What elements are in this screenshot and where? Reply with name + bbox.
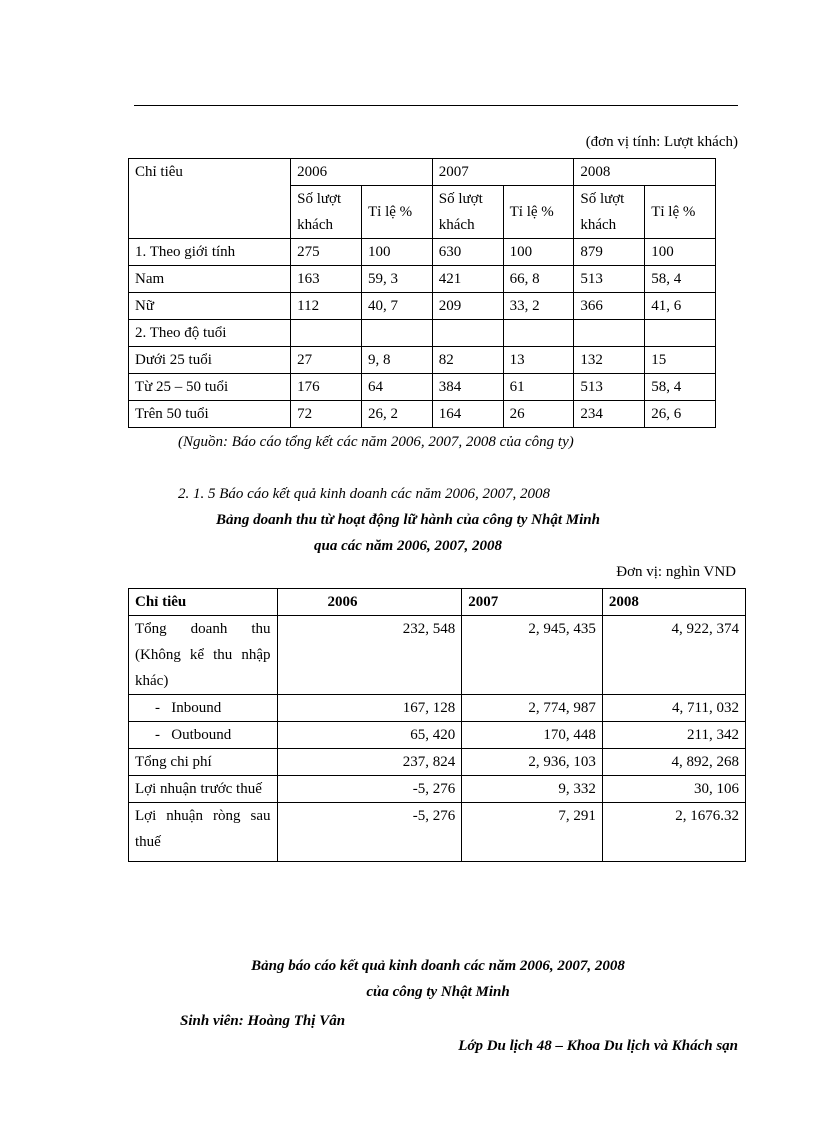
cell: 1. Theo giới tính: [129, 239, 291, 266]
cell: 2, 936, 103: [462, 749, 603, 776]
count-header: Số lượt khách: [574, 186, 645, 239]
cell: 100: [645, 239, 716, 266]
cell: 167, 128: [277, 695, 462, 722]
table-row: [129, 616, 746, 695]
cell: 234: [574, 401, 645, 428]
cell: 4, 892, 268: [602, 749, 745, 776]
cell: 66, 8: [503, 266, 574, 293]
cell: 33, 2: [503, 293, 574, 320]
cell: [362, 320, 433, 347]
cell: 2, 945, 435: [462, 616, 603, 695]
footer-subtitle: của công ty Nhật Minh: [366, 984, 510, 1000]
table-row: [129, 695, 746, 722]
cell: 170, 448: [462, 722, 603, 749]
cell: - Outbound: [129, 722, 278, 749]
cell: 59, 3: [362, 266, 433, 293]
cell: [574, 320, 645, 347]
cell: Lợi nhuận ròng sau thuế: [129, 803, 278, 862]
cell: 630: [432, 239, 503, 266]
cell: 4, 922, 374: [602, 616, 745, 695]
cell: 112: [291, 293, 362, 320]
student-name: Sinh viên: Hoàng Thị Vân: [180, 1013, 346, 1029]
cell: 9, 332: [462, 776, 603, 803]
header-cell: 2007: [462, 589, 603, 616]
cell: Từ 25 – 50 tuổi: [129, 374, 291, 401]
table-row: [129, 401, 716, 428]
pct-header: Tỉ lệ %: [362, 186, 433, 239]
table2-unit: Đơn vị: nghìn VND: [616, 564, 736, 580]
year-header: 2006: [291, 159, 433, 186]
cell: 237, 824: [277, 749, 462, 776]
table-row: [129, 347, 716, 374]
cell: 26, 6: [645, 401, 716, 428]
cell: 421: [432, 266, 503, 293]
pct-header: Tỉ lệ %: [503, 186, 574, 239]
cell: [503, 320, 574, 347]
cell: 100: [503, 239, 574, 266]
table-row: [129, 320, 716, 347]
cell: 232, 548: [277, 616, 462, 695]
cell: 64: [362, 374, 433, 401]
visitor-table: [128, 158, 716, 428]
count-header: Số lượt khách: [291, 186, 362, 239]
table1-unit: (đơn vị tính: Lượt khách): [585, 134, 738, 150]
cell: 879: [574, 239, 645, 266]
row-header-cell: Chỉ tiêu: [129, 159, 291, 239]
table1-source: (Nguồn: Báo cáo tổng kết các năm 2006, 2007, 2008 của công ty): [178, 434, 574, 450]
cell: Lợi nhuận trước thuế: [129, 776, 278, 803]
revenue-table: [128, 588, 746, 862]
count-header: Số lượt khách: [432, 186, 503, 239]
cell: Tổng doanh thu (Không kể thu nhập khác): [129, 616, 278, 695]
cell: -5, 276: [277, 776, 462, 803]
cell: 26, 2: [362, 401, 433, 428]
year-header: 2007: [432, 159, 574, 186]
cell: Dưới 25 tuổi: [129, 347, 291, 374]
table-row: [129, 749, 746, 776]
cell: 176: [291, 374, 362, 401]
cell: 209: [432, 293, 503, 320]
cell: 27: [291, 347, 362, 374]
cell: 61: [503, 374, 574, 401]
year-header: 2008: [574, 159, 716, 186]
cell: 211, 342: [602, 722, 745, 749]
footer-title: Bảng báo cáo kết quả kinh doanh các năm 2006, 2007, 2008: [251, 958, 625, 974]
table-row: [129, 239, 716, 266]
cell: 41, 6: [645, 293, 716, 320]
cell: [291, 320, 362, 347]
cell: Nam: [129, 266, 291, 293]
header-cell: 2008: [602, 589, 745, 616]
table-row: [129, 266, 716, 293]
cell: 4, 711, 032: [602, 695, 745, 722]
cell: [432, 320, 503, 347]
cell: 15: [645, 347, 716, 374]
cell: 513: [574, 266, 645, 293]
cell: 275: [291, 239, 362, 266]
cell: 26: [503, 401, 574, 428]
cell: 2. Theo độ tuổi: [129, 320, 291, 347]
cell: 30, 106: [602, 776, 745, 803]
cell: 366: [574, 293, 645, 320]
header-rule: [134, 105, 738, 106]
table-row: [129, 803, 746, 862]
pct-header: Tỉ lệ %: [645, 186, 716, 239]
table-row: [129, 776, 746, 803]
cell: [645, 320, 716, 347]
header-cell: 2006: [277, 589, 462, 616]
cell: 58, 4: [645, 374, 716, 401]
cell: 132: [574, 347, 645, 374]
cell: 2, 1676.32: [602, 803, 745, 862]
cell: 72: [291, 401, 362, 428]
cell: Nữ: [129, 293, 291, 320]
table2-subtitle: qua các năm 2006, 2007, 2008: [314, 538, 502, 554]
table-row: [129, 374, 716, 401]
table-row: [129, 293, 716, 320]
header-cell: Chỉ tiêu: [129, 589, 278, 616]
cell: -5, 276: [277, 803, 462, 862]
cell: 65, 420: [277, 722, 462, 749]
table2-title: Bảng doanh thu từ hoạt động lữ hành của công ty Nhật Minh: [216, 512, 600, 528]
class-info: Lớp Du lịch 48 – Khoa Du lịch và Khách sạn: [458, 1038, 738, 1054]
cell: 513: [574, 374, 645, 401]
cell: 100: [362, 239, 433, 266]
cell: 40, 7: [362, 293, 433, 320]
table-row: [129, 722, 746, 749]
cell: 2, 774, 987: [462, 695, 603, 722]
cell: 13: [503, 347, 574, 374]
cell: Trên 50 tuổi: [129, 401, 291, 428]
cell: 82: [432, 347, 503, 374]
cell: Tổng chi phí: [129, 749, 278, 776]
cell: 163: [291, 266, 362, 293]
cell: - Inbound: [129, 695, 278, 722]
section-heading: 2. 1. 5 Báo cáo kết quả kinh doanh các năm 2006, 2007, 2008: [178, 486, 551, 502]
cell: 9, 8: [362, 347, 433, 374]
cell: 164: [432, 401, 503, 428]
cell: 7, 291: [462, 803, 603, 862]
cell: 384: [432, 374, 503, 401]
cell: 58, 4: [645, 266, 716, 293]
